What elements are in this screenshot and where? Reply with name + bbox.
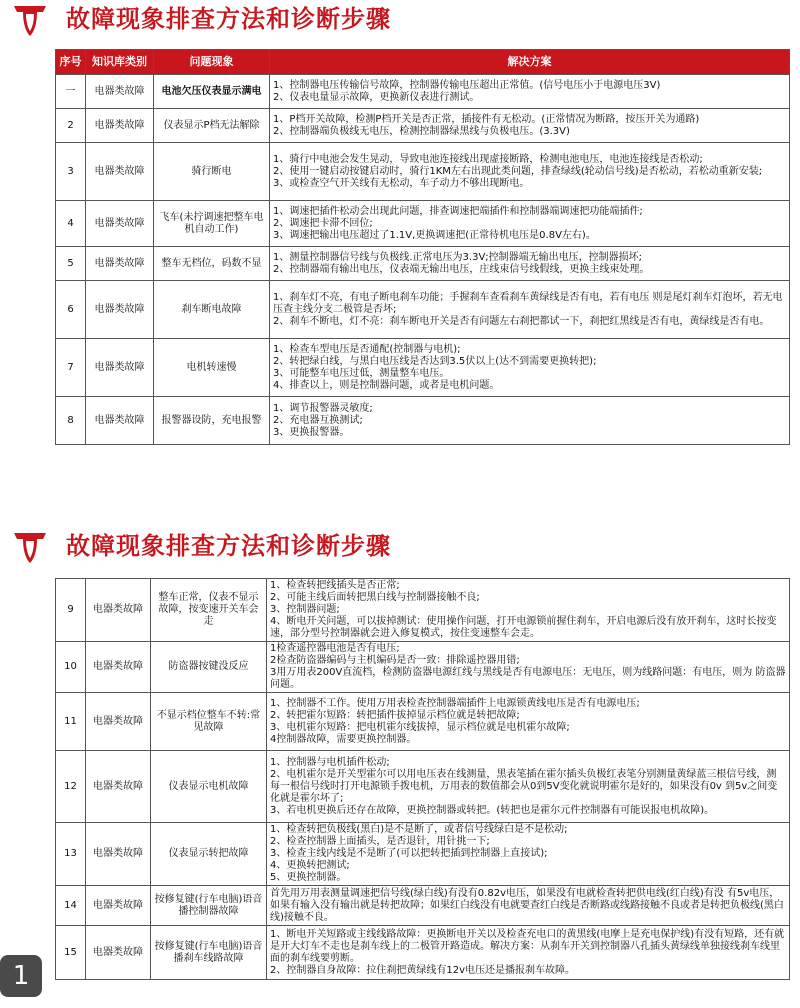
row-category: 电器类故障 xyxy=(86,143,154,201)
row-problem: 飞车(未拧调速把整车电机自动工作) xyxy=(154,201,270,247)
table-row xyxy=(56,751,790,823)
row-number: 5 xyxy=(56,247,86,281)
row-solution xyxy=(267,823,790,886)
table-header-row xyxy=(56,50,790,75)
row-problem: 防盗器按键没反应 xyxy=(151,642,267,693)
solution-line: 4控制器故障，需要更换控制器。 xyxy=(270,733,417,745)
row-problem: 按修复键(行车电脑)语音播控制器故障 xyxy=(151,886,267,926)
solution-line: 2、电机霍尔是开关型霍尔可以用电压表在线测量，黑表笔插在霍尔插头负极红表笔分别测量黄绿蓝三根信号线，测每一根信号线时打开电源锁手拨电机，万用表的数值都会从0到5V变化就说明霍尔是好的，如果没有0v 到5v之间变化就是霍尔坏了; xyxy=(270,768,778,804)
fault-table-2 xyxy=(55,578,790,980)
solution-line: 5、更换控制器。 xyxy=(270,872,347,883)
table-row xyxy=(56,926,790,980)
row-category: 电器类故障 xyxy=(86,886,151,926)
page-title-repeat: 故障现象排查方法和诊断步骤 xyxy=(66,532,391,560)
row-solution xyxy=(267,693,790,751)
solution-line: 2、控制器自身故障：拉住刹把黄绿线有12v电压还是播报刹车故障。 xyxy=(270,964,576,976)
row-category: 电器类故障 xyxy=(86,339,154,397)
solution-line: 1、刹车灯不亮，有电子断电刹车功能；手握刹车查看刹车黄绿线是否有电，若有电压 则是尾灯刹车灯泡坏，若无电压查主线分支二极管是否坏; xyxy=(273,291,783,315)
row-category: 电器类故障 xyxy=(86,579,151,642)
row-problem: 报警器设防，充电报警 xyxy=(154,397,270,445)
table-row xyxy=(56,579,790,642)
solution-line: 1、控制器不工作。使用万用表检查控制器端插件上电源锁黄线电压是否有电源电压; xyxy=(270,697,640,709)
row-number: 4 xyxy=(56,201,86,247)
table-row xyxy=(56,247,790,281)
table-row xyxy=(56,397,790,445)
solution-line: 3用万用表200V直流档，检测防盗器电源红线与黑线是否有电源电压：无电压，则为线路问题：有电压，则为 防盗器问题。 xyxy=(270,667,786,690)
row-problem: 电机转速慢 xyxy=(154,339,270,397)
row-problem: 仪表显示转把故障 xyxy=(151,823,267,886)
table-row xyxy=(56,143,790,201)
row-category: 电器类故障 xyxy=(86,247,154,281)
solution-line: 1、检查车型电压是否通配(控制器与电机); xyxy=(273,343,461,355)
row-number: 15 xyxy=(56,926,86,980)
row-category: 电器类故障 xyxy=(86,642,151,693)
solution-line: 2、刹车不断电，灯不亮：刹车断电开关是否有问题左右刹把都试一下，刹把红黑线是否有电，黄绿线是否有电。 xyxy=(273,315,770,327)
table-row xyxy=(56,693,790,751)
table-row xyxy=(56,886,790,926)
solution-line: 1、骑行中电池会发生晃动，导致电池连接线出现虚接断路，检测电池电压，电池连接线是否松动; xyxy=(273,153,703,165)
row-solution xyxy=(267,926,790,980)
solution-line: 2、检查控制器上面插头，是否退针，用针挑一下; xyxy=(270,836,490,847)
solution-line: 3、若电机更换后还存在故障，更换控制器或转把。(转把也是霍尔元件控制器有可能误报电机故障)。 xyxy=(270,804,715,816)
fault-table-1 xyxy=(55,49,790,445)
row-category: 电器类故障 xyxy=(86,201,154,247)
row-problem: 刹车断电故障 xyxy=(154,281,270,339)
solution-line: 3、控制器问题; xyxy=(270,604,340,615)
row-solution xyxy=(270,397,790,445)
brand-logo-icon xyxy=(10,0,50,40)
row-number: 11 xyxy=(56,693,86,751)
row-category: 电器类故障 xyxy=(86,281,154,339)
header-second xyxy=(0,527,800,567)
solution-line: 1、调速把插件松动会出现此问题，排查调速把端插件和控制器端调速把功能端插件; xyxy=(273,205,643,217)
row-category: 电器类故障 xyxy=(86,693,151,751)
row-solution xyxy=(270,201,790,247)
table-row xyxy=(56,642,790,693)
solution-line: 1、P档开关故障，检测P档开关是否正常，插接件有无松动。(正常情况为断路，按压开关为通路) xyxy=(273,113,700,125)
row-solution xyxy=(270,75,790,109)
row-problem: 整车正常，仪表不显示故障，按变速开关车会走 xyxy=(151,579,267,642)
col-header-category: 知识库类别 xyxy=(86,50,154,75)
row-number: 9 xyxy=(56,579,86,642)
row-number: 3 xyxy=(56,143,86,201)
row-problem: 骑行断电 xyxy=(154,143,270,201)
solution-line: 3、检查主线内线是不是断了(可以把转把插到控制器上直接试); xyxy=(270,848,548,859)
col-header-problem: 问题现象 xyxy=(154,50,270,75)
row-category: 电器类故障 xyxy=(86,823,151,886)
solution-line: 2、控制器端负极线无电压，检测控制器绿黑线与负极电压。(3.3V) xyxy=(273,125,570,137)
solution-line: 2、使用一键启动按键启动时，骑行1KM左右出现此类问题，排查绿线(轮动信号线)是否松动，若松动重新安装; xyxy=(273,165,763,177)
solution-line: 1、检查转把负极线(黑白)是不是断了，或者信号线绿白是不是松动; xyxy=(270,824,568,835)
solution-line: 4、更换转把测试; xyxy=(270,860,350,871)
row-problem: 按修复键(行车电脑)语音播刹车线路故障 xyxy=(151,926,267,980)
solution-line: 4、断电开关问题，可以拔掉测试：使用操作问题，打开电源锁前握住刹车，开启电源后没有放开刹车，这时长按变速，部分型号控制器就会进入修复模式，按住变速整车会走。 xyxy=(270,616,777,639)
solution-line: 3、可能整车电压过低，测量整车电压。 xyxy=(273,367,450,379)
row-problem: 不显示档位整车不转:常见故障 xyxy=(151,693,267,751)
row-category: 电器类故障 xyxy=(86,397,154,445)
row-category: 电器类故障 xyxy=(86,926,151,980)
solution-line: 2、调速把卡滞不回位; xyxy=(273,217,373,229)
solution-line: 1检查遥控器电池是否有电压; xyxy=(270,643,400,654)
row-number: 一 xyxy=(56,75,86,109)
solution-line: 4、排查以上，则是控制器问题，或者是电机问题。 xyxy=(273,379,500,391)
solution-line: 3、调速把输出电压超过了1.1V,更换调速把(正常待机电压是0.8V左右)。 xyxy=(273,229,596,241)
table-row xyxy=(56,339,790,397)
row-number: 10 xyxy=(56,642,86,693)
row-problem: 电池欠压仪表显示满电 xyxy=(154,75,270,109)
solution-line: 1、断电开关短路或主线线路故障：更换断电开关以及检查充电口的黄黑线(电摩上是充电保护线)有没有短路，还有就是开大灯车不走也是刹车线上的二极管开路造成。解决方案：从刹车开关到控制器八孔插头黄绿线单独接线刹车线里面的刹车线要剪断。 xyxy=(270,928,785,964)
solution-line: 3、电机霍尔短路：把电机霍尔线拔掉，显示档位就是电机霍尔故障; xyxy=(270,721,570,733)
row-category: 电器类故障 xyxy=(86,75,154,109)
solution-line: 1、控制器电压传输信号故障，控制器传输电压超出正常值。(信号电压小于电源电压3V) xyxy=(273,79,661,91)
solution-line: 2、控制器端有输出电压，仪表端无输出电压，庄线束信号线假线，更换主线束处理。 xyxy=(273,263,650,275)
solution-line: 1、测量控制器信号线与负极线.正常电压为3.3V;控制器端无输出电压，控制器损坏; xyxy=(273,251,643,263)
page-number-badge: 1 xyxy=(0,955,42,997)
brand-logo-icon xyxy=(10,527,50,567)
row-problem: 仪表显示电机故障 xyxy=(151,751,267,823)
solution-line: 3、更换报警器。 xyxy=(273,426,350,438)
solution-line: 首先用万用表测量调速把信号线(绿白线)有没有0.82v电压，如果没有电就检查转把供电线(红白线)有没 有5v电压，如果有输入没有输出就是转把故障；如果红白线没有电就要查红白线是否断路或线路接触不良或者是转把负极线(黑白线)接触不良。 xyxy=(270,887,784,923)
row-number: 13 xyxy=(56,823,86,886)
solution-line: 2、仪表电量显示故障，更换新仪表进行测试。 xyxy=(273,91,480,103)
table-row xyxy=(56,201,790,247)
row-number: 14 xyxy=(56,886,86,926)
row-category: 电器类故障 xyxy=(86,109,154,143)
header-top xyxy=(0,0,800,40)
row-number: 8 xyxy=(56,397,86,445)
table-row xyxy=(56,75,790,109)
col-header-solution: 解决方案 xyxy=(270,50,790,75)
solution-line: 1、控制器与电机插件松动; xyxy=(270,756,390,768)
table-row xyxy=(56,823,790,886)
row-solution xyxy=(270,247,790,281)
row-number: 2 xyxy=(56,109,86,143)
solution-line: 1、检查转把线插头是否正常; xyxy=(270,580,400,591)
row-number: 7 xyxy=(56,339,86,397)
row-problem: 仪表显示P档无法解除 xyxy=(154,109,270,143)
row-problem: 整车无档位，码数不显 xyxy=(154,247,270,281)
solution-line: 2、转把霍尔短路：转把插件拔掉显示档位就是转把故障; xyxy=(270,709,520,721)
row-solution xyxy=(267,751,790,823)
solution-line: 1、调节报警器灵敏度; xyxy=(273,402,373,414)
row-number: 6 xyxy=(56,281,86,339)
table-row xyxy=(56,281,790,339)
solution-line: 3、或检查空气开关线有无松动，车子动力不够出现断电。 xyxy=(273,177,530,189)
col-header-no: 序号 xyxy=(56,50,86,75)
solution-line: 2、充电器互换测试; xyxy=(273,414,363,426)
solution-line: 2、可能主线后面转把黑白线与控制器接触不良; xyxy=(270,592,480,603)
row-solution xyxy=(270,109,790,143)
row-solution xyxy=(270,281,790,339)
row-solution xyxy=(267,886,790,926)
row-solution xyxy=(267,642,790,693)
row-solution xyxy=(270,339,790,397)
row-solution xyxy=(267,579,790,642)
solution-line: 2、转把绿白线，与黑白电压线是否达到3.5伏以上(达不到需要更换转把); xyxy=(273,355,597,367)
solution-line: 2检查防盗器编码与主机编码是否一致：排除遥控器用错; xyxy=(270,655,520,666)
row-solution xyxy=(270,143,790,201)
row-category: 电器类故障 xyxy=(86,751,151,823)
table-row xyxy=(56,109,790,143)
row-number: 12 xyxy=(56,751,86,823)
page-title: 故障现象排查方法和诊断步骤 xyxy=(66,5,391,33)
